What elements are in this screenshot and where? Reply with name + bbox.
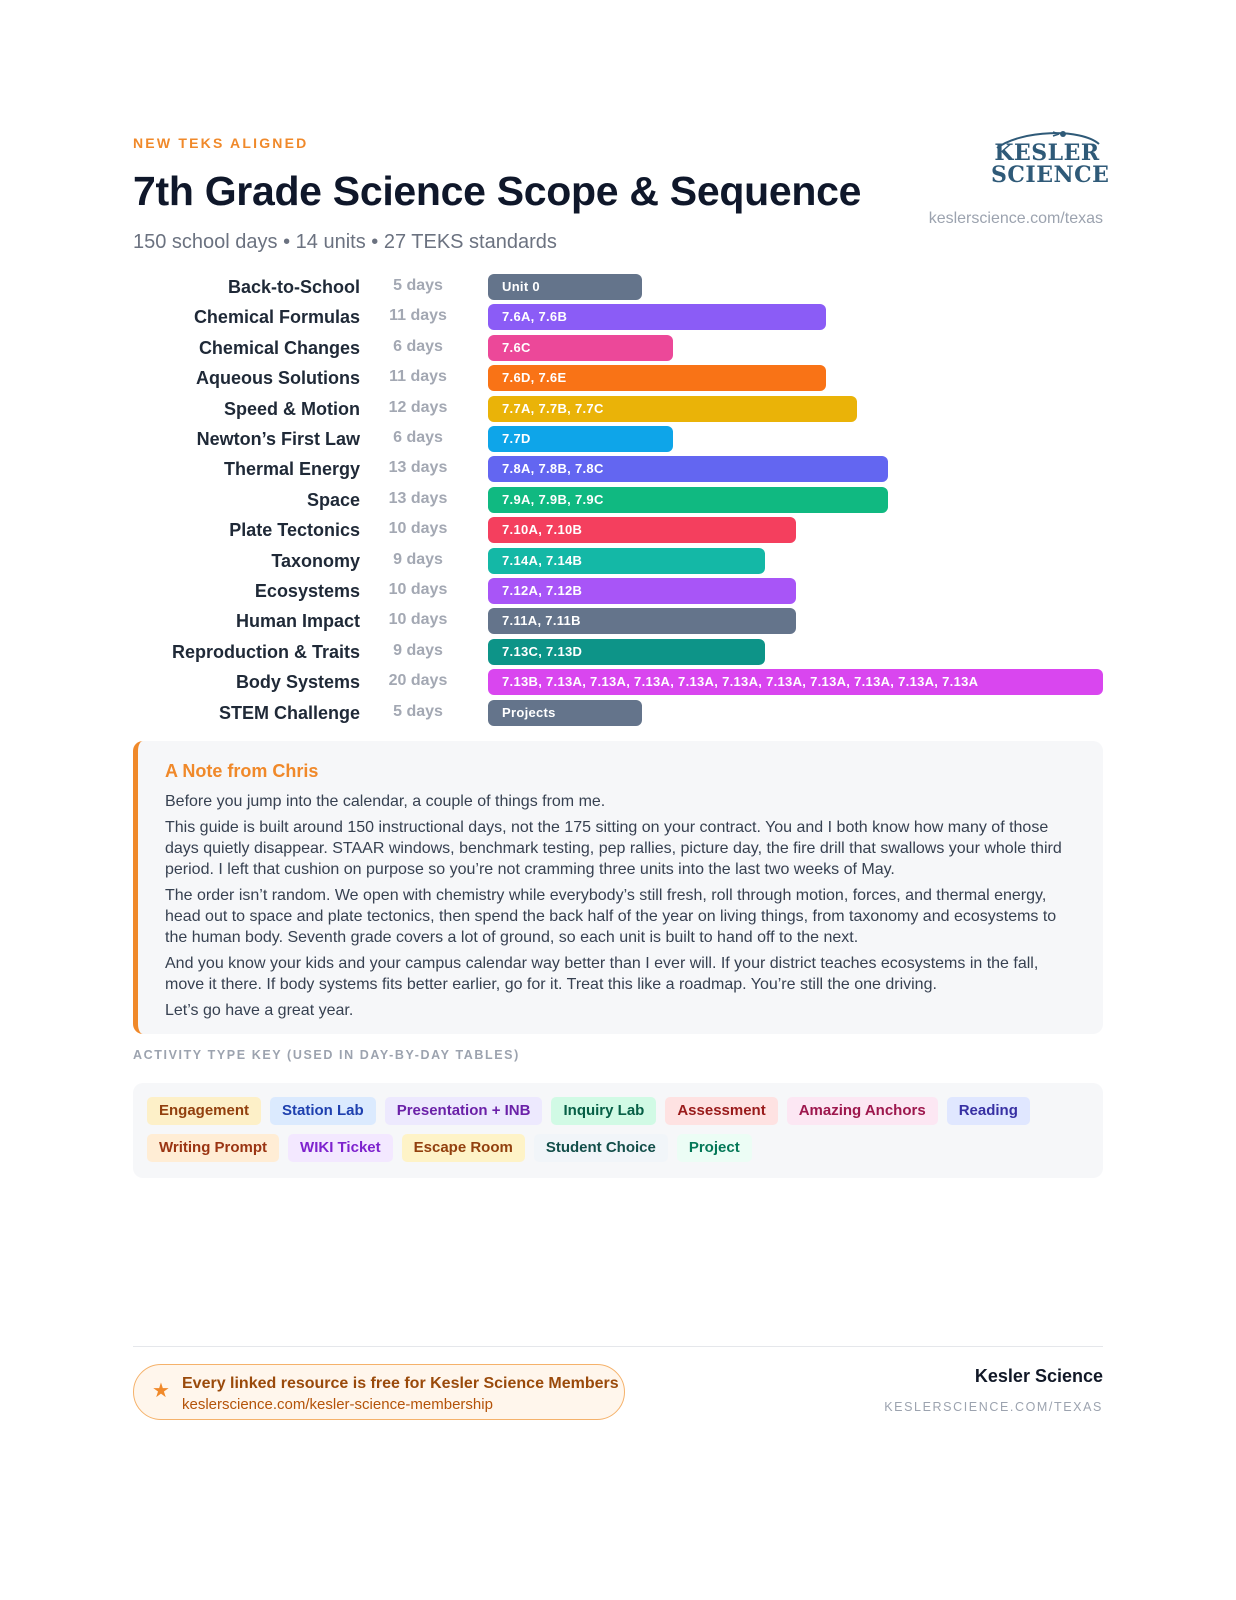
unit-days: 10 days bbox=[388, 611, 448, 629]
site-url[interactable]: keslerscience.com/texas bbox=[928, 210, 1103, 227]
unit-row bbox=[133, 455, 1103, 483]
unit-name: Body Systems bbox=[235, 672, 360, 693]
page bbox=[133, 0, 1110, 1600]
unit-bar: 7.6D, 7.6E bbox=[488, 365, 826, 391]
unit-name: Human Impact bbox=[235, 611, 360, 632]
note-paragraph: And you know your kids and your campus calendar way better than I ever will. If your district teaches ecosystems in the fall, move it there. If body systems fits better earlier, go for it. Treat this like a roadmap. You’re still the one driving. bbox=[165, 955, 1039, 993]
eyebrow-label: NEW TEKS ALIGNED bbox=[133, 135, 309, 151]
unit-bar: 7.7A, 7.7B, 7.7C bbox=[488, 396, 857, 422]
unit-row bbox=[133, 699, 1103, 727]
unit-row bbox=[133, 273, 1103, 301]
unit-days: 5 days bbox=[393, 277, 443, 294]
unit-bar: Projects bbox=[488, 700, 642, 726]
unit-days: 13 days bbox=[388, 459, 448, 477]
unit-name: Reproduction & Traits bbox=[171, 641, 360, 662]
activity-pill: Station Lab bbox=[270, 1097, 376, 1125]
note-paragraph: Before you jump into the calendar, a couple of things from me. bbox=[165, 793, 606, 810]
star-icon: ★ bbox=[152, 1380, 170, 1402]
unit-name: Speed & Motion bbox=[224, 398, 360, 419]
unit-bar: 7.10A, 7.10B bbox=[488, 517, 796, 543]
unit-days: 10 days bbox=[388, 581, 448, 598]
unit-row bbox=[133, 638, 1103, 666]
unit-name: Space bbox=[306, 489, 360, 510]
unit-bar: 7.13C, 7.13D bbox=[488, 639, 765, 665]
unit-days: 9 days bbox=[393, 641, 443, 659]
unit-row bbox=[133, 547, 1103, 575]
note-title: A Note from Chris bbox=[165, 761, 319, 781]
activity-pill: Student Choice bbox=[534, 1134, 668, 1162]
unit-days: 5 days bbox=[393, 702, 443, 720]
unit-bar: 7.6C bbox=[488, 335, 673, 361]
unit-name: Aqueous Solutions bbox=[196, 368, 360, 389]
footer-brand: Kesler Science bbox=[974, 1366, 1103, 1386]
footer-divider bbox=[133, 1346, 1103, 1347]
unit-bar: 7.14A, 7.14B bbox=[488, 548, 765, 574]
unit-bar: 7.6A, 7.6B bbox=[488, 304, 826, 330]
activity-key-label: ACTIVITY TYPE KEY (USED IN DAY-BY-DAY TABLES) bbox=[133, 1048, 520, 1062]
unit-name: Newton’s First Law bbox=[196, 429, 360, 449]
unit-days: 20 days bbox=[388, 672, 448, 690]
unit-bar: 7.13B, 7.13A, 7.13A, 7.13A, 7.13A, 7.13A, 7.13A, 7.13A, 7.13A, 7.13A, 7.13A bbox=[488, 669, 1103, 695]
unit-days: 6 days bbox=[393, 429, 443, 446]
footer-url[interactable]: KESLERSCIENCE.COM/TEXAS bbox=[884, 1400, 1103, 1414]
unit-bar: 7.7D bbox=[488, 426, 673, 452]
unit-days: 11 days bbox=[389, 368, 447, 386]
unit-name: Taxonomy bbox=[271, 550, 360, 571]
membership-link[interactable]: keslerscience.com/kesler-science-membership bbox=[182, 1396, 493, 1413]
unit-days: 9 days bbox=[393, 550, 443, 568]
activity-pill: Writing Prompt bbox=[147, 1134, 279, 1162]
unit-name: Chemical Changes bbox=[198, 337, 360, 358]
activity-pill: Inquiry Lab bbox=[551, 1097, 656, 1125]
activity-pill: Reading bbox=[947, 1097, 1030, 1125]
unit-name: Thermal Energy bbox=[223, 459, 360, 480]
unit-name: Ecosystems bbox=[254, 581, 360, 601]
unit-days: 11 days bbox=[389, 307, 447, 325]
unit-days: 12 days bbox=[388, 398, 448, 416]
activity-pill: WIKI Ticket bbox=[288, 1134, 393, 1162]
unit-row bbox=[133, 486, 1103, 514]
unit-row bbox=[133, 607, 1103, 635]
unit-bar: 7.8A, 7.8B, 7.8C bbox=[488, 456, 888, 482]
unit-name: STEM Challenge bbox=[218, 702, 360, 723]
membership-banner[interactable] bbox=[133, 1364, 625, 1420]
unit-days: 13 days bbox=[388, 489, 448, 507]
note-card bbox=[133, 741, 1103, 1034]
unit-row bbox=[133, 364, 1103, 392]
activity-key-row bbox=[147, 1134, 1103, 1162]
logo-line-1: KESLER bbox=[994, 140, 1100, 166]
unit-row bbox=[133, 668, 1103, 696]
unit-name: Back-to-School bbox=[227, 277, 360, 297]
unit-days: 10 days bbox=[388, 520, 448, 538]
unit-bar: 7.11A, 7.11B bbox=[488, 608, 796, 634]
page-title: 7th Grade Science Scope & Sequence bbox=[133, 168, 862, 214]
note-paragraph: The order isn’t random. We open with chemistry while everybody’s still fresh, roll through motion, forces, and thermal energy, head out to space and plate tectonics, then spend the back half of the year on living things, from taxonomy and ecosystems to the human body. Seventh grade covers a lot of ground, so each unit is built to hand off to the next. bbox=[165, 887, 1057, 946]
page-subtitle: 150 school days • 14 units • 27 TEKS standards bbox=[133, 231, 557, 253]
unit-row bbox=[133, 395, 1103, 423]
note-paragraph: Let’s go have a great year. bbox=[165, 1002, 354, 1019]
unit-row bbox=[133, 577, 1103, 605]
logo-line-2: SCIENCE bbox=[991, 162, 1110, 188]
activity-pill: Amazing Anchors bbox=[787, 1097, 938, 1125]
unit-bar: 7.12A, 7.12B bbox=[488, 578, 796, 604]
activity-pill: Project bbox=[677, 1134, 752, 1162]
unit-row bbox=[133, 334, 1103, 362]
unit-name: Plate Tectonics bbox=[229, 520, 360, 541]
unit-days: 6 days bbox=[393, 337, 443, 355]
activity-key bbox=[133, 1083, 1103, 1178]
kesler-science-logo bbox=[991, 130, 1110, 192]
unit-bar: 7.9A, 7.9B, 7.9C bbox=[488, 487, 888, 513]
activity-pill: Presentation + INB bbox=[385, 1097, 543, 1125]
unit-name: Chemical Formulas bbox=[193, 307, 360, 328]
activity-key-row bbox=[147, 1097, 1103, 1125]
activity-pill: Engagement bbox=[147, 1097, 261, 1125]
activity-pill: Assessment bbox=[665, 1097, 777, 1125]
activity-pill: Escape Room bbox=[402, 1134, 525, 1162]
membership-title: Every linked resource is free for Kesler Science Members bbox=[182, 1375, 619, 1392]
unit-bar: Unit 0 bbox=[488, 274, 642, 300]
unit-row bbox=[133, 425, 1103, 453]
unit-row bbox=[133, 303, 1103, 331]
note-paragraph: This guide is built around 150 instructional days, not the 175 sitting on your contract. You and I both know how many of those days quietly disappear. STAAR windows, benchmark testing, pep rallies, picture day, the fire drill that swallows your whole third period. I left that cushion on purpose so you’re not cramming three units into the last two weeks of May. bbox=[165, 819, 1062, 878]
unit-row bbox=[133, 516, 1103, 544]
